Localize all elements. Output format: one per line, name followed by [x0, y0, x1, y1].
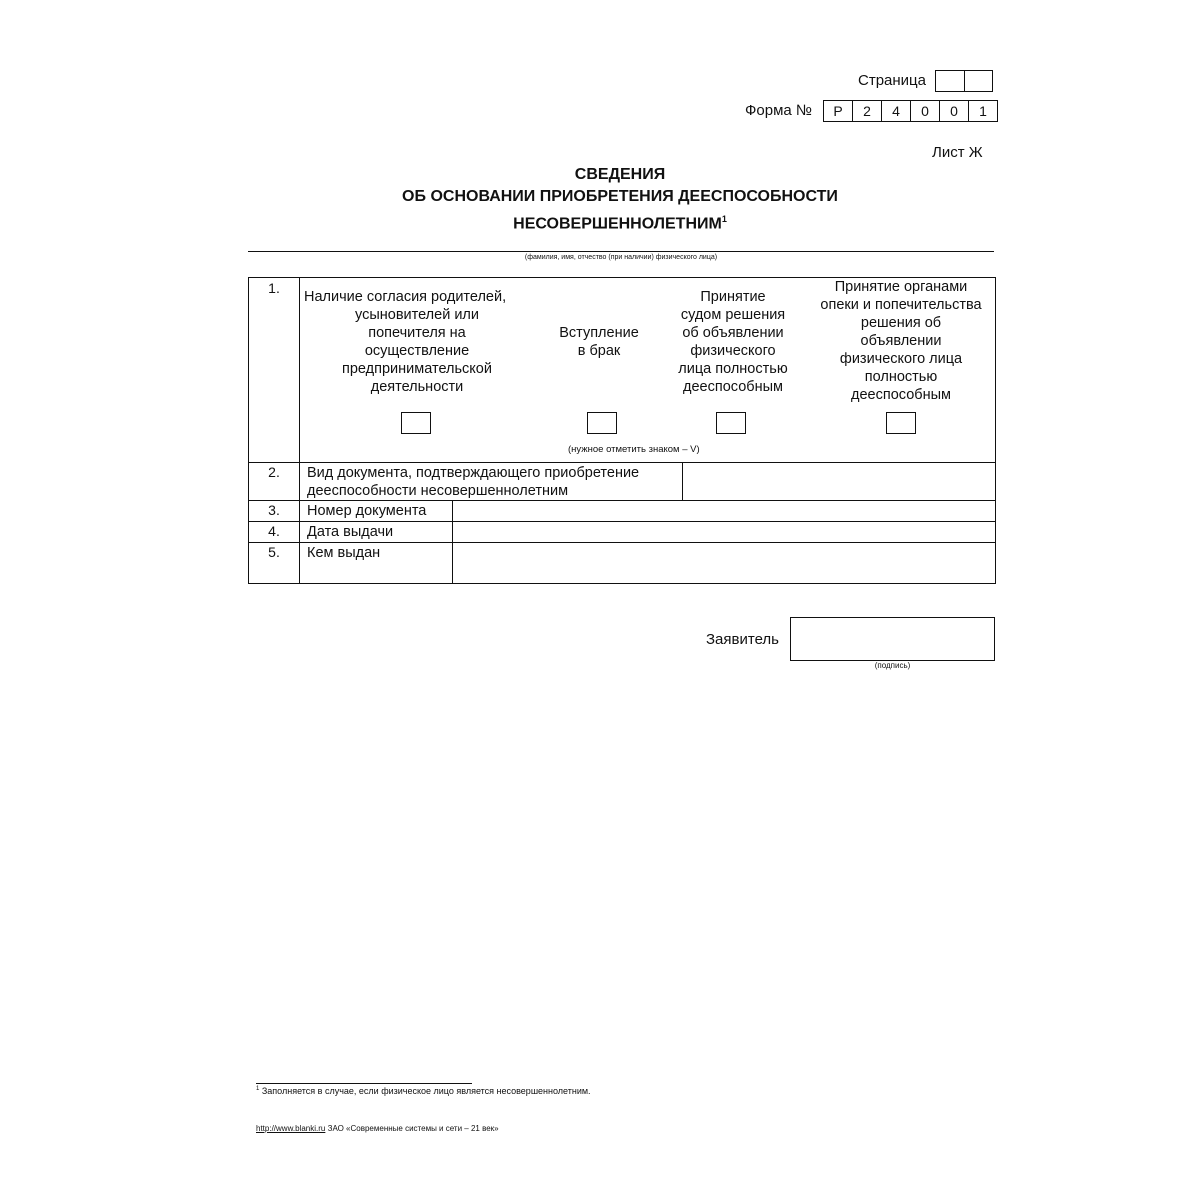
title-line-text: НЕСОВЕРШЕННОЛЕТНИМ: [513, 215, 722, 233]
issued-by-label: Кем выдан: [307, 545, 381, 561]
issued-by-input[interactable]: [453, 543, 995, 583]
check-hint: (нужное отметить знаком – V): [568, 444, 700, 455]
option-parental-consent: [304, 288, 530, 396]
form-number-cells: [823, 100, 998, 122]
option-guardianship-decision: [806, 278, 996, 404]
option-marriage: [544, 324, 654, 360]
signature-caption: (подпись): [874, 661, 911, 670]
row-number: 5.: [268, 544, 280, 560]
option-line: Принятие органами: [834, 279, 968, 295]
option-line: попечителя на: [368, 325, 466, 341]
document-number-input[interactable]: [453, 501, 995, 521]
option-line: предпринимательской: [342, 361, 492, 377]
option-line: физического: [690, 343, 776, 359]
footnote: [256, 1086, 591, 1096]
option-line: усыновителей или: [354, 307, 479, 323]
option-line: судом решения: [680, 307, 786, 323]
applicant-label: Заявитель: [706, 631, 779, 648]
row-number: 1.: [268, 280, 280, 296]
document-number-label: Номер документа: [307, 503, 427, 519]
row-number: 2.: [268, 464, 280, 480]
title-line: СВЕДЕНИЯ: [574, 166, 666, 183]
site-org: ЗАО «Современные системы и сети – 21 век»: [327, 1124, 499, 1133]
fio-input-line[interactable]: [248, 251, 994, 252]
document-type-label: [307, 464, 682, 500]
label-line: Вид документа, подтверждающего приобретение: [307, 465, 640, 481]
site-link[interactable]: http://www.blanki.ru: [256, 1124, 326, 1133]
form-code-cell: Р: [824, 101, 853, 121]
footnote-mark: 1: [721, 214, 727, 224]
option-line: объявлении: [860, 333, 942, 349]
form-code-cell: 0: [940, 101, 969, 121]
option-line: дееспособным: [851, 387, 951, 403]
option-line: опеки и попечительства: [820, 297, 982, 313]
option-line: решения об: [860, 315, 942, 331]
checkbox-court-decision[interactable]: [716, 412, 746, 434]
basis-table: [248, 277, 996, 584]
checkbox-marriage[interactable]: [587, 412, 617, 434]
option-line: в брак: [577, 343, 621, 359]
option-court-decision: [663, 288, 803, 396]
title-line: [300, 208, 940, 235]
option-line: Вступление: [559, 325, 639, 341]
signature-box[interactable]: [790, 617, 995, 661]
title-line: ОБ ОСНОВАНИИ ПРИОБРЕТЕНИЯ ДЕЕСПОСОБНОСТИ: [402, 188, 838, 205]
document-title: [300, 164, 940, 235]
page-label: Страница: [858, 72, 926, 89]
form-number-label: Форма №: [745, 102, 813, 119]
option-line: Принятие: [700, 289, 766, 305]
form-code-cell: 2: [853, 101, 882, 121]
issue-date-input[interactable]: [453, 522, 995, 542]
form-code-cell: 1: [979, 103, 987, 119]
form-code-cell: 4: [882, 101, 911, 121]
footnote-mark: 1: [256, 1086, 260, 1092]
issue-date-label: Дата выдачи: [307, 524, 394, 540]
row-number: 3.: [268, 502, 280, 518]
checkbox-guardianship-decision[interactable]: [886, 412, 916, 434]
option-line: осуществление: [364, 343, 470, 359]
fio-caption: (фамилия, имя, отчество (при наличии) физического лица): [524, 254, 718, 261]
site-footer: [256, 1124, 499, 1133]
sheet-label: Лист Ж: [932, 144, 983, 161]
form-code-cell: 0: [911, 101, 940, 121]
checkbox-parental-consent[interactable]: [401, 412, 431, 434]
number-column-divider: [299, 278, 300, 583]
label-line: дееспособности несовершеннолетним: [307, 483, 569, 499]
page-number-field[interactable]: [935, 70, 993, 92]
option-line: деятельности: [370, 379, 464, 395]
option-line: об объявлении: [682, 325, 784, 341]
option-line: Наличие согласия родителей,: [304, 289, 507, 305]
page-number-cell[interactable]: [936, 71, 965, 91]
option-line: лица полностью: [678, 361, 788, 377]
option-line: полностью: [864, 369, 938, 385]
footnote-divider: [256, 1083, 472, 1084]
row-number: 4.: [268, 523, 280, 539]
page-number-cell[interactable]: [965, 71, 993, 91]
footnote-text: Заполняется в случае, если физическое лицо является несовершеннолетним.: [261, 1086, 591, 1096]
document-type-input[interactable]: [683, 463, 995, 500]
option-line: дееспособным: [683, 379, 783, 395]
option-line: физического лица: [839, 351, 963, 367]
